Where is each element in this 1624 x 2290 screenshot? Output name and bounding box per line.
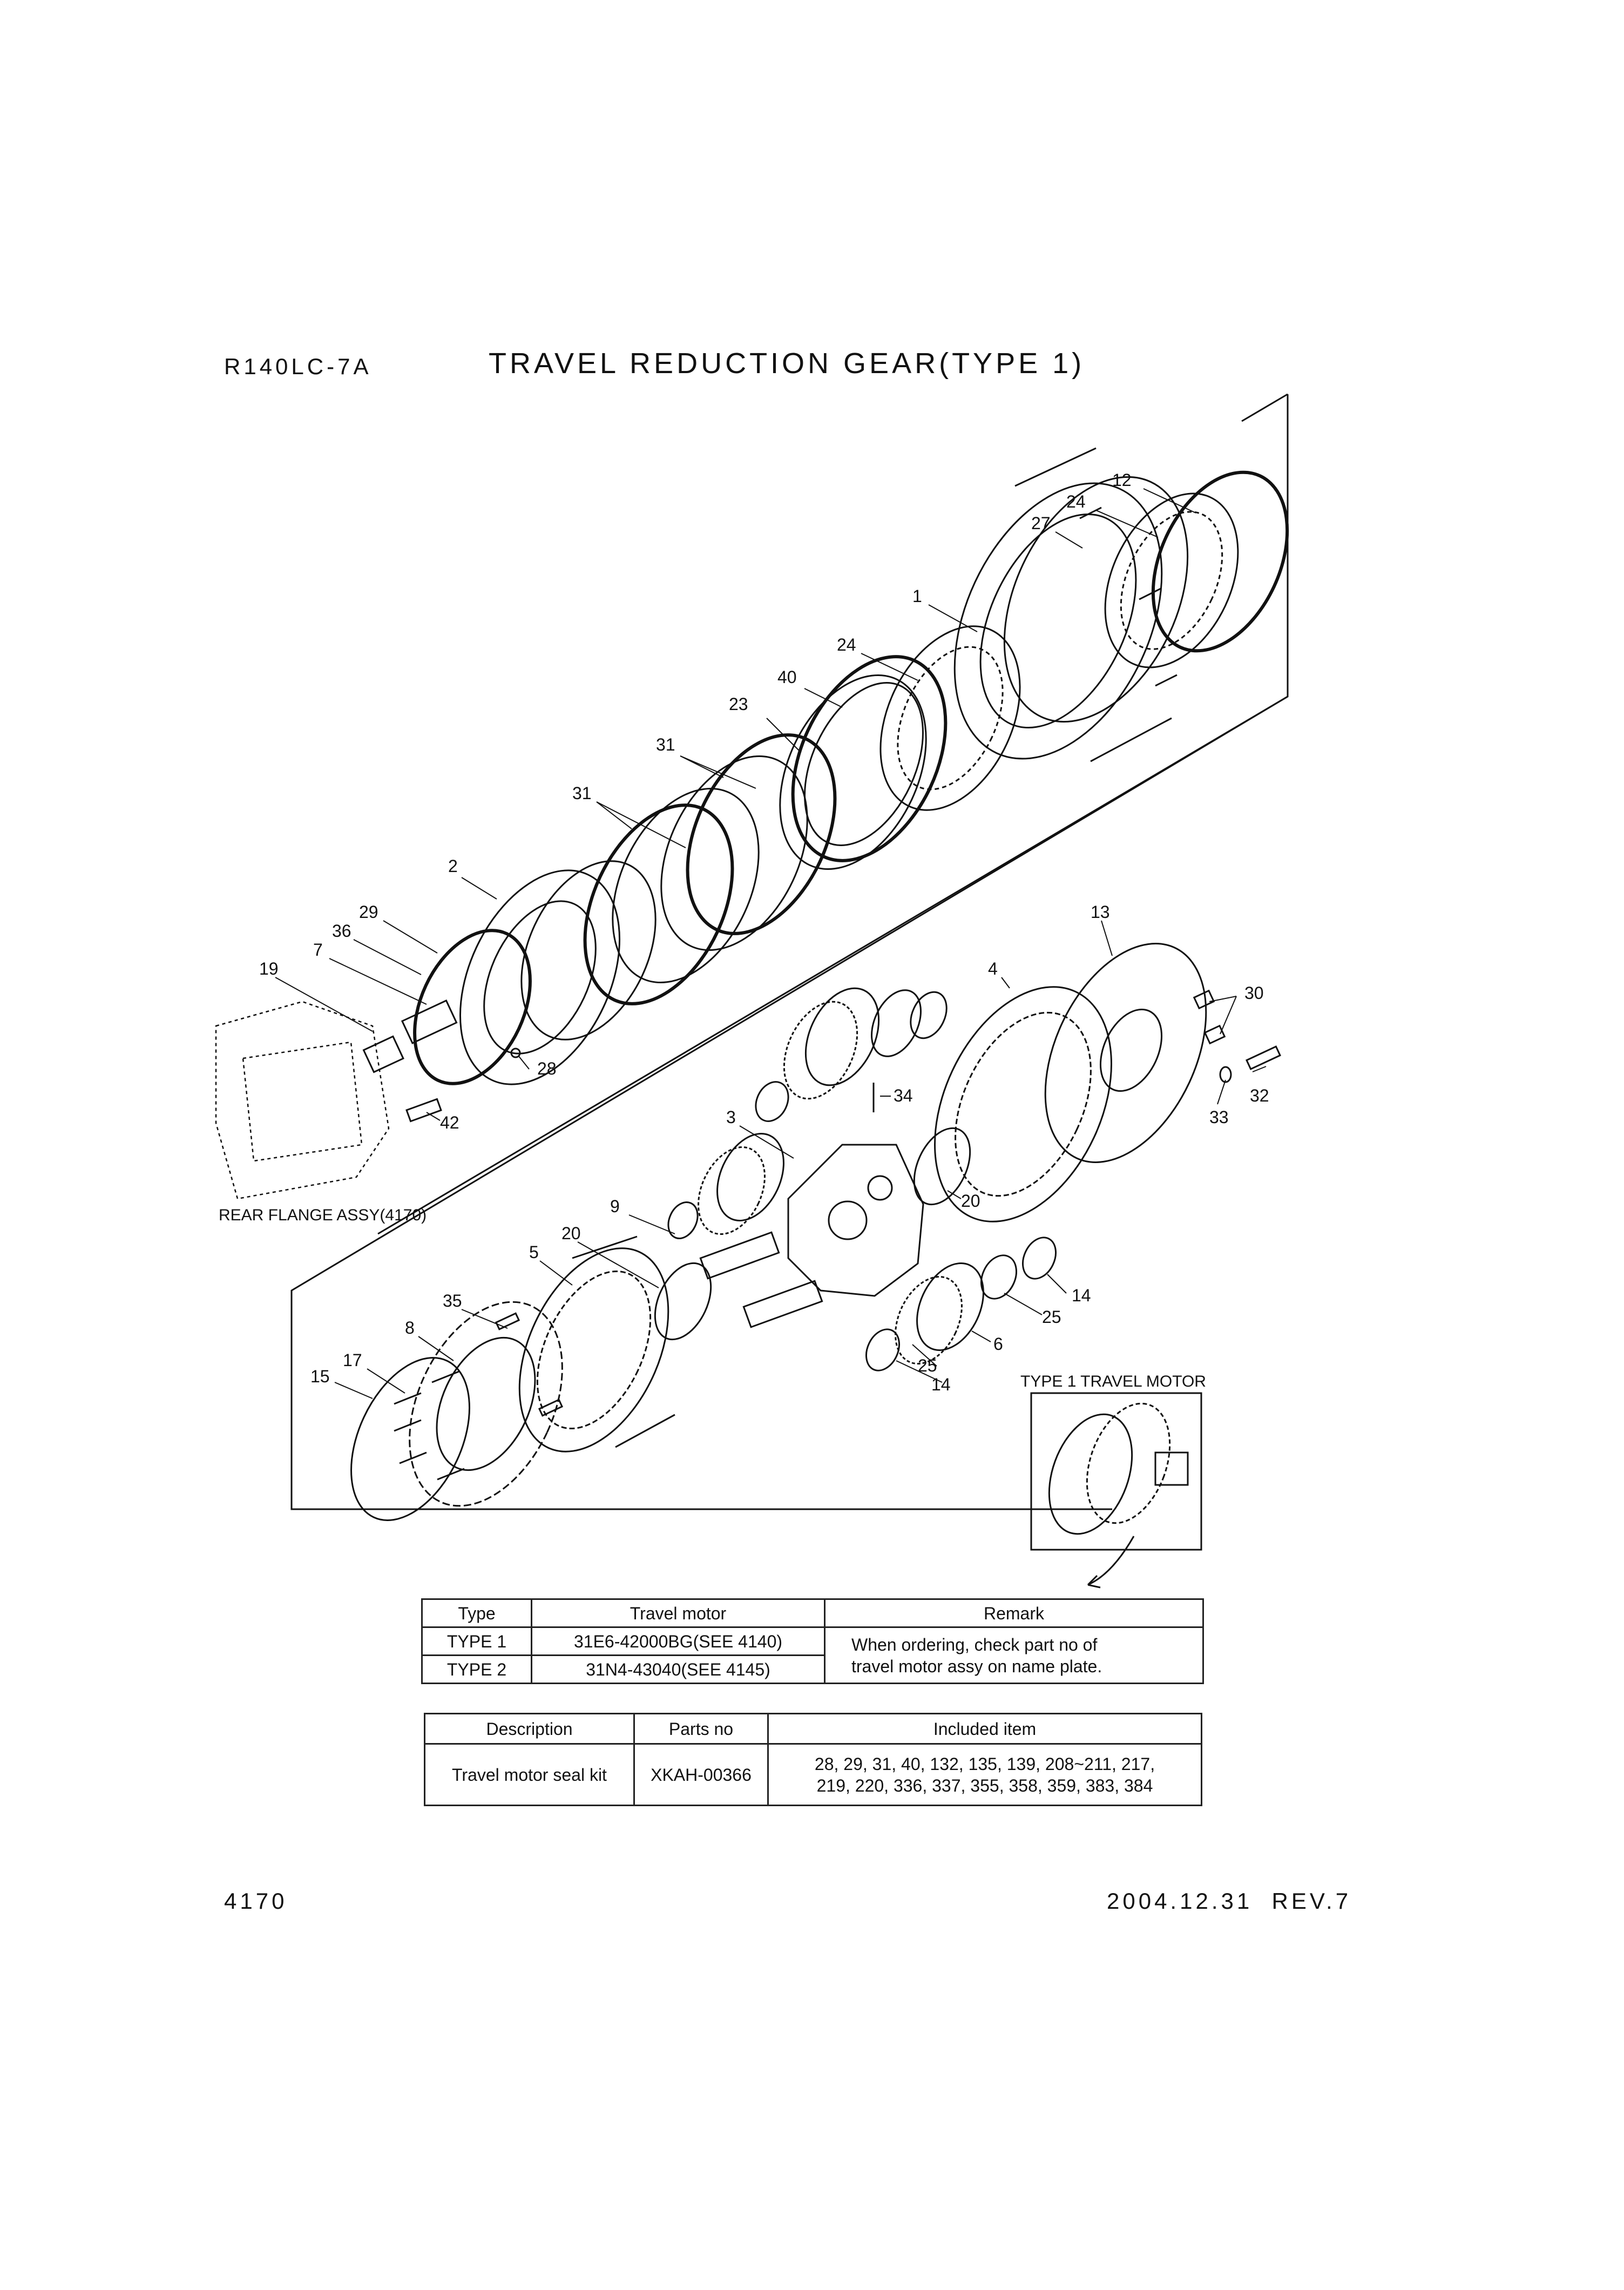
type1-motor-illustration bbox=[1034, 1392, 1188, 1545]
included-items-cell bbox=[768, 1744, 1202, 1806]
ring-gear-5 bbox=[490, 1225, 699, 1475]
washer-33 bbox=[1220, 1067, 1231, 1082]
callout-19: 19 bbox=[259, 959, 279, 978]
callout-35: 35 bbox=[443, 1291, 462, 1310]
pins-27 bbox=[1080, 508, 1177, 686]
collar-23 bbox=[751, 652, 955, 893]
bearing-24-upper bbox=[1079, 472, 1264, 688]
callout-3: 3 bbox=[726, 1107, 736, 1127]
callout-2: 2 bbox=[448, 856, 458, 876]
bolts-35 bbox=[496, 1313, 562, 1416]
callout-24-lower: 24 bbox=[837, 635, 856, 654]
callout-36: 36 bbox=[332, 921, 351, 941]
table-header-row bbox=[425, 1714, 1202, 1744]
bolt-32 bbox=[1247, 1046, 1280, 1069]
column-header-type: Type bbox=[422, 1599, 532, 1627]
shaft-7 bbox=[402, 1001, 457, 1043]
column-header-parts-no: Parts no bbox=[634, 1714, 768, 1744]
description-cell: Travel motor seal kit bbox=[425, 1744, 634, 1806]
rear-flange-label: REAR FLANGE ASSY(4170) bbox=[219, 1206, 427, 1224]
washer-14-right bbox=[1017, 1232, 1063, 1284]
callout-7: 7 bbox=[313, 940, 323, 960]
callout-42: 42 bbox=[440, 1113, 459, 1132]
callout-15: 15 bbox=[310, 1367, 330, 1386]
washer-9 bbox=[663, 1198, 703, 1244]
type1-motor-label: TYPE 1 TRAVEL MOTOR bbox=[1020, 1373, 1206, 1390]
bolts-30 bbox=[1194, 991, 1224, 1044]
page-title: TRAVEL REDUCTION GEAR(TYPE 1) bbox=[489, 347, 1085, 380]
callout-12: 12 bbox=[1112, 470, 1132, 490]
shafts-9 bbox=[700, 1232, 822, 1327]
callout-24-upper: 24 bbox=[1066, 492, 1086, 511]
callout-27: 27 bbox=[1031, 514, 1051, 533]
callout-28: 28 bbox=[537, 1059, 557, 1078]
parts-no-cell: XKAH-00366 bbox=[634, 1744, 768, 1806]
thrust-washer-20-lower bbox=[644, 1254, 722, 1348]
callout-17: 17 bbox=[343, 1350, 362, 1370]
callout-14-right: 14 bbox=[1072, 1286, 1091, 1305]
type1-motor-inset-frame bbox=[1031, 1393, 1201, 1550]
callout-32: 32 bbox=[1250, 1086, 1269, 1105]
callout-33: 33 bbox=[1209, 1107, 1229, 1127]
type-cell: TYPE 2 bbox=[422, 1656, 532, 1684]
floating-seal-31-left bbox=[556, 765, 788, 1027]
washer-14-left bbox=[860, 1324, 906, 1376]
travel-motor-cell: 31E6-42000BG(SEE 4140) bbox=[532, 1627, 825, 1656]
callout-30: 30 bbox=[1244, 983, 1264, 1003]
callout-9: 9 bbox=[610, 1197, 620, 1216]
callout-34: 34 bbox=[894, 1086, 913, 1105]
column-header-travel-motor: Travel motor bbox=[532, 1599, 825, 1627]
callout-20-upper: 20 bbox=[961, 1191, 980, 1211]
leader-lines bbox=[275, 489, 1266, 1399]
callout-8: 8 bbox=[405, 1318, 415, 1337]
type-cell: TYPE 1 bbox=[422, 1627, 532, 1656]
seal-kit-table bbox=[424, 1713, 1202, 1806]
table-row bbox=[422, 1627, 1203, 1656]
callout-25-upper: 25 bbox=[1042, 1307, 1061, 1327]
callout-5: 5 bbox=[529, 1242, 539, 1262]
column-header-description: Description bbox=[425, 1714, 634, 1744]
carrier-3 bbox=[788, 1145, 923, 1296]
callout-20-lower: 20 bbox=[561, 1224, 581, 1243]
cover-13 bbox=[1013, 918, 1238, 1188]
included-items-line: 28, 29, 31, 40, 132, 135, 139, 208~211, 217, bbox=[814, 1754, 1155, 1774]
travel-motor-cell: 31N4-43040(SEE 4145) bbox=[532, 1656, 825, 1684]
page-number: 4170 bbox=[224, 1888, 288, 1914]
rear-flange-assy bbox=[216, 1002, 389, 1199]
bolts-17 bbox=[394, 1372, 464, 1480]
callout-25-lower: 25 bbox=[918, 1356, 937, 1375]
callout-29: 29 bbox=[359, 902, 378, 922]
travel-motor-type-table bbox=[421, 1598, 1204, 1684]
callout-23: 23 bbox=[729, 694, 748, 714]
callout-14-left: 14 bbox=[931, 1375, 951, 1394]
revision-date: 2004.12.31 REV.7 bbox=[1107, 1888, 1352, 1914]
table-header-row bbox=[422, 1599, 1203, 1627]
assembly-plane-top-edge bbox=[1242, 394, 1288, 421]
callout-40: 40 bbox=[777, 667, 797, 687]
remark-line: When ordering, check part no of bbox=[851, 1634, 1098, 1654]
assembly-plane-frame bbox=[292, 394, 1288, 1509]
column-header-remark: Remark bbox=[825, 1599, 1203, 1627]
planet-gear-6 bbox=[882, 1249, 1023, 1374]
included-items-line: 219, 220, 336, 337, 355, 358, 359, 383, 384 bbox=[816, 1775, 1153, 1795]
callout-31-right: 31 bbox=[656, 735, 675, 754]
table-row bbox=[425, 1744, 1202, 1806]
remark-line: travel motor assy on name plate. bbox=[851, 1656, 1102, 1676]
remark-cell bbox=[825, 1627, 1203, 1684]
column-header-included-item: Included item bbox=[768, 1714, 1202, 1744]
ring-gear-4 bbox=[899, 958, 1146, 1249]
callout-1: 1 bbox=[912, 586, 922, 606]
bearing-24-lower bbox=[853, 604, 1048, 832]
callout-6: 6 bbox=[993, 1334, 1003, 1354]
callout-13: 13 bbox=[1091, 902, 1110, 922]
model-number: R140LC-7A bbox=[224, 354, 372, 379]
callout-31-left: 31 bbox=[572, 783, 592, 803]
coupling-19 bbox=[364, 1036, 403, 1072]
callout-4: 4 bbox=[988, 959, 998, 978]
planet-gears-carrier bbox=[685, 1123, 797, 1245]
